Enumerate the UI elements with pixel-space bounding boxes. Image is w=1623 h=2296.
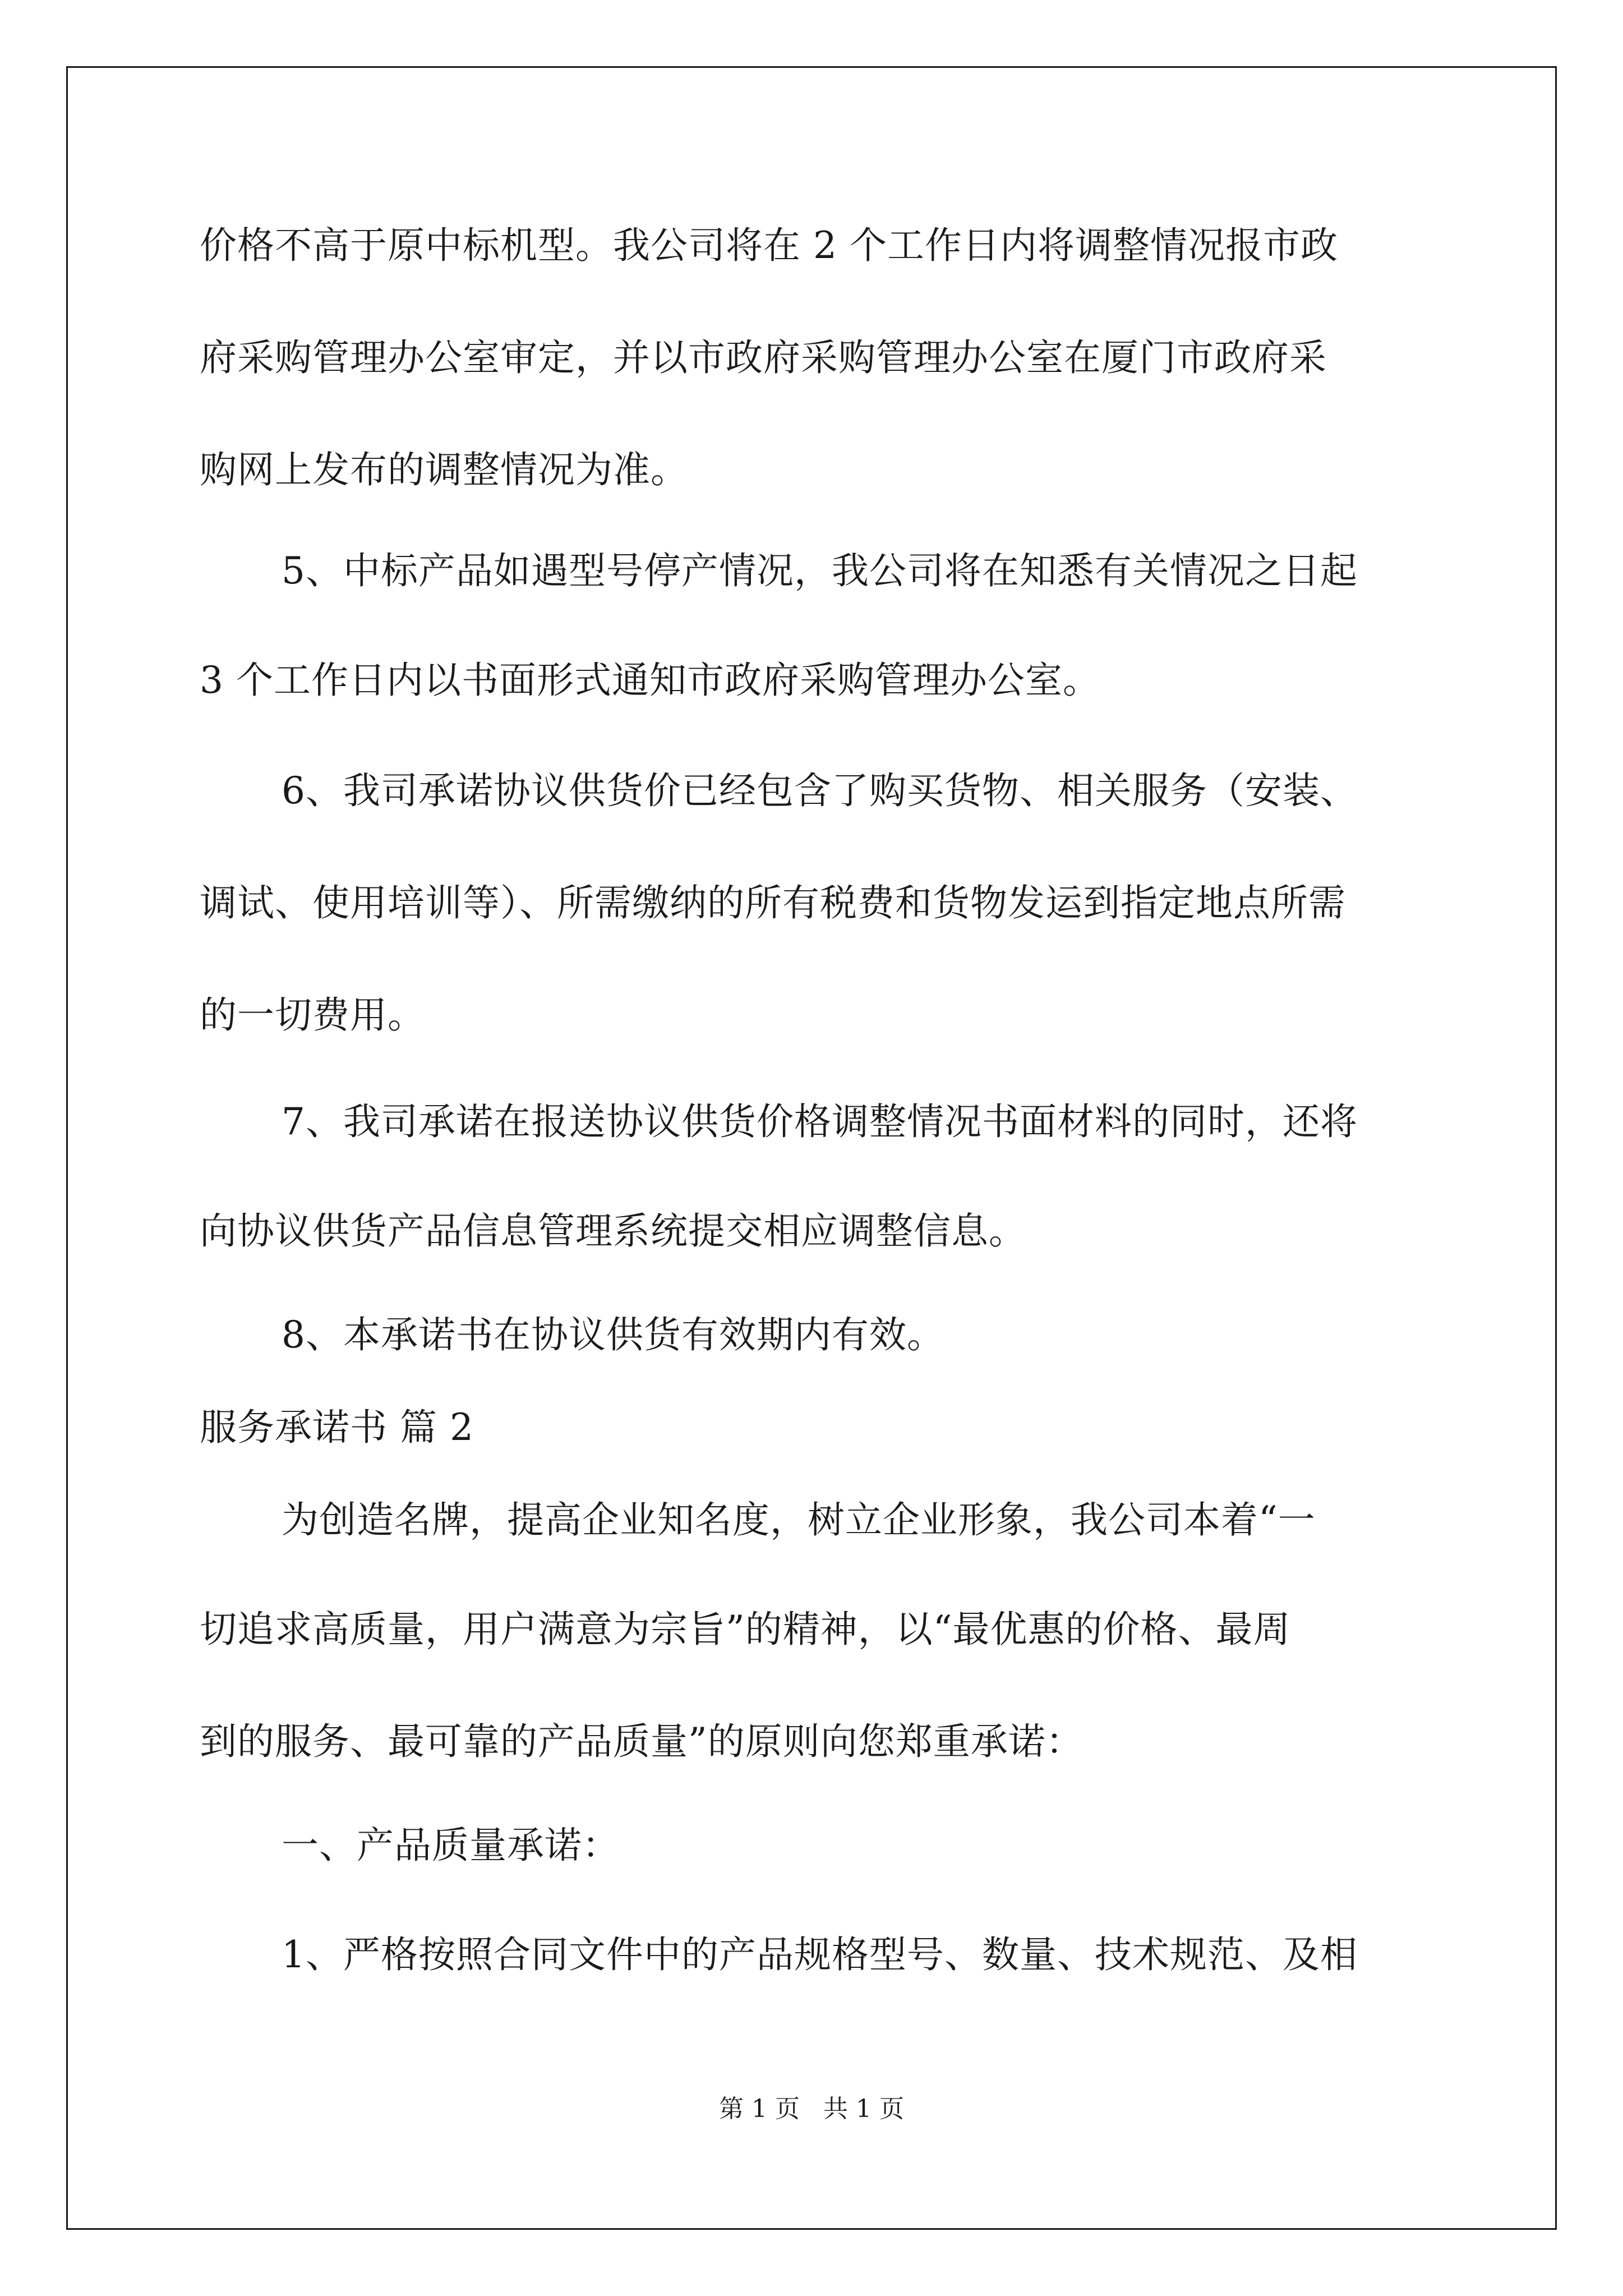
text-line: 府采购管理办公室审定，并以市政府采购管理办公室在厦门市政府采 [200,336,1327,379]
text-line: 为创造名牌，提高企业知名度，树立企业形象，我公司本着“一 [282,1498,1316,1542]
text-line: 1、严格按照合同文件中的产品规格型号、数量、技术规范、及相 [282,1933,1358,1976]
text-line: 5、中标产品如遇型号停产情况，我公司将在知悉有关情况之日起 [282,549,1358,592]
text-line: 向协议供货产品信息管理系统提交相应调整信息。 [200,1209,1026,1253]
text-line: 到的服务、最可靠的产品质量”的原则向您郑重承诺： [200,1720,1083,1763]
page-border [66,66,1557,2230]
text-line: 调试、使用培训等）、所需缴纳的所有税费和货物发运到指定地点所需 [200,881,1346,924]
page-number: 第 1 页 共 1 页 [719,2095,904,2123]
text-line: 的一切费用。 [200,993,425,1037]
text-line: 3 个工作日内以书面形式通知市政府采购管理办公室。 [200,659,1100,702]
text-line: 7、我司承诺在报送协议供货价格调整情况书面材料的同时，还将 [282,1100,1358,1143]
text-line: 购网上发布的调整情况为准。 [200,448,688,491]
text-line: 6、我司承诺协议供货价已经包含了购买货物、相关服务（安装、 [282,769,1358,812]
text-line: 价格不高于原中标机型。我公司将在 2 个工作日内将调整情况报市政 [200,224,1338,267]
text-line: 切追求高质量，用户满意为宗旨”的精神，以“最优惠的价格、最周 [200,1608,1291,1651]
text-line: 一、产品质量承诺： [282,1824,620,1867]
section-heading: 服务承诺书 篇 2 [200,1406,474,1449]
text-line: 8、本承诺书在协议供货有效期内有效。 [282,1313,944,1356]
